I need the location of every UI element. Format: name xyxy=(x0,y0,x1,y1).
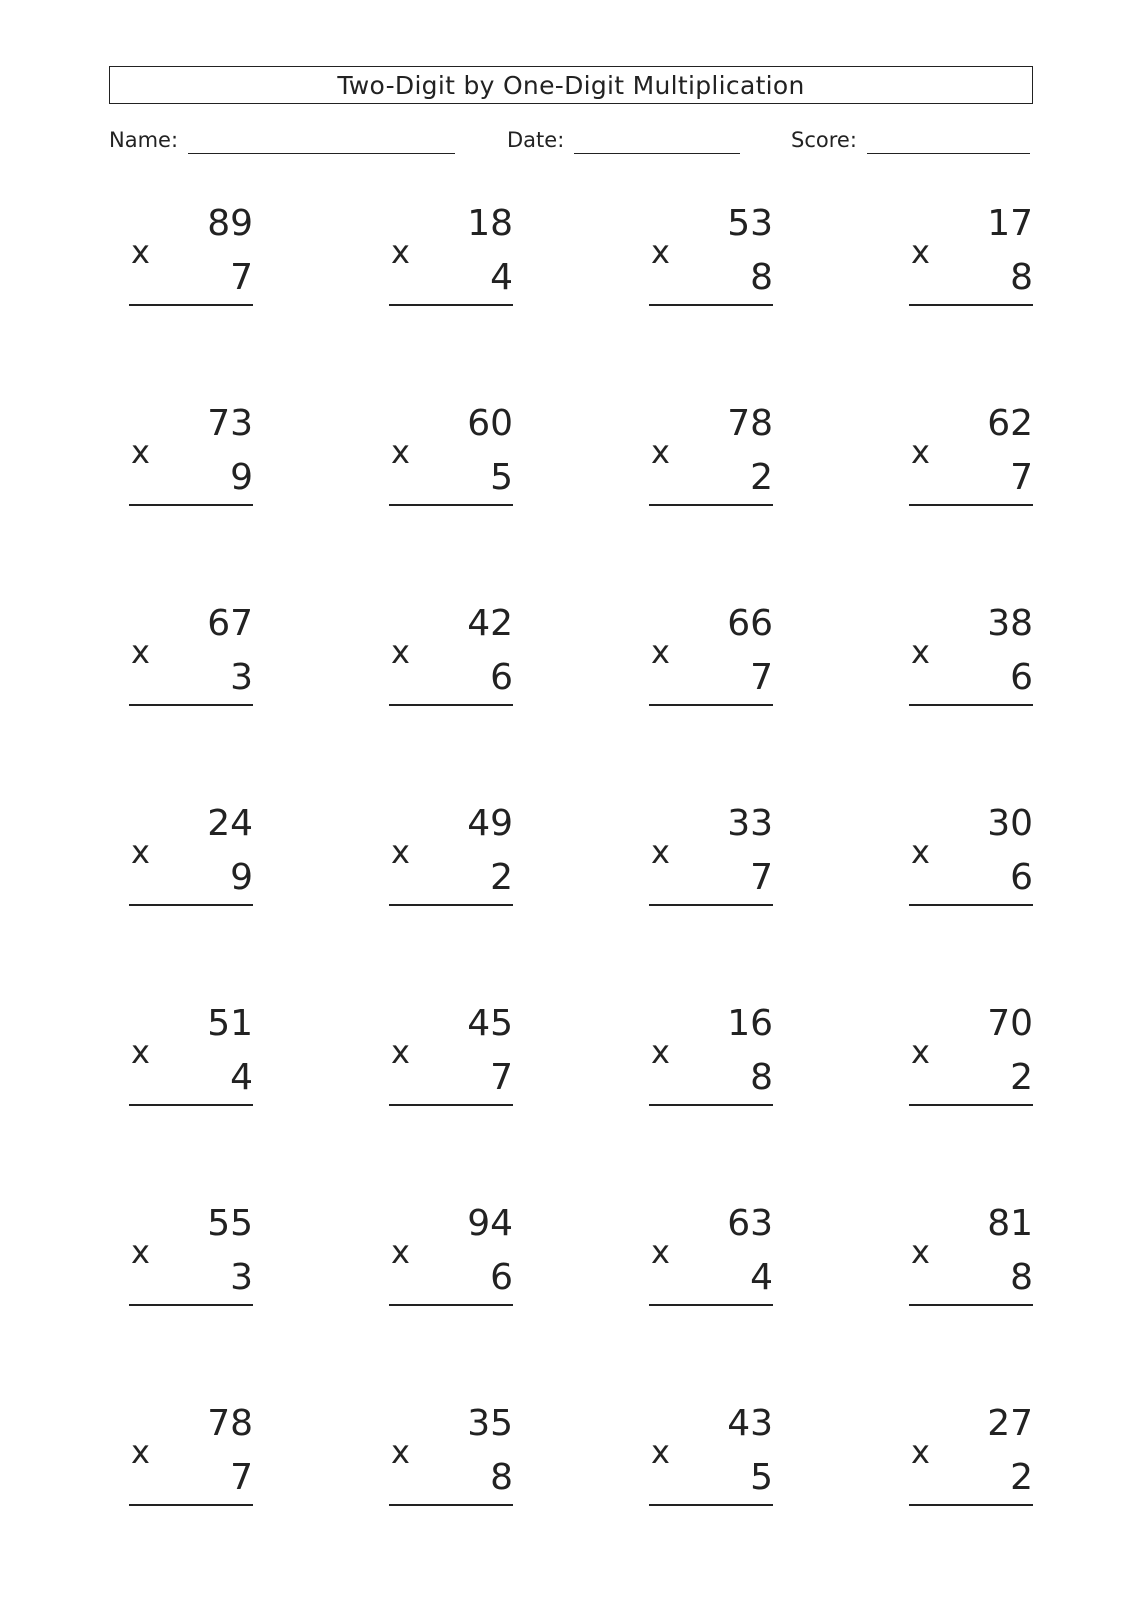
multiplier: 6 xyxy=(490,657,513,698)
multiplier: 3 xyxy=(230,1257,253,1298)
multiply-sign: x xyxy=(391,233,410,271)
multiplicand: 30 xyxy=(987,803,1033,844)
multiply-sign: x xyxy=(391,1433,410,1471)
multiply-sign: x xyxy=(131,1433,150,1471)
answer-line[interactable] xyxy=(649,1104,773,1106)
multiply-sign: x xyxy=(651,833,670,871)
answer-line[interactable] xyxy=(909,904,1033,906)
multiplicand: 78 xyxy=(727,403,773,444)
problem-6-4 xyxy=(909,1202,1033,1312)
answer-line[interactable] xyxy=(389,1504,513,1506)
multiplier: 2 xyxy=(1010,1457,1033,1498)
multiply-sign: x xyxy=(651,1233,670,1271)
answer-line[interactable] xyxy=(909,304,1033,306)
problem-1-1 xyxy=(129,202,253,312)
multiplicand: 24 xyxy=(207,803,253,844)
answer-line[interactable] xyxy=(649,904,773,906)
multiplier: 3 xyxy=(230,657,253,698)
multiplicand: 81 xyxy=(987,1203,1033,1244)
problem-3-4 xyxy=(909,602,1033,712)
answer-line[interactable] xyxy=(389,904,513,906)
score-label: Score: xyxy=(791,128,857,152)
multiplicand: 62 xyxy=(987,403,1033,444)
problem-1-4 xyxy=(909,202,1033,312)
multiplier: 9 xyxy=(230,857,253,898)
problem-5-1 xyxy=(129,1002,253,1112)
multiplier: 8 xyxy=(1010,1257,1033,1298)
multiply-sign: x xyxy=(131,633,150,671)
problem-3-1 xyxy=(129,602,253,712)
problem-1-3 xyxy=(649,202,773,312)
date-label: Date: xyxy=(507,128,565,152)
multiplicand: 38 xyxy=(987,603,1033,644)
multiplicand: 89 xyxy=(207,203,253,244)
multiplicand: 16 xyxy=(727,1003,773,1044)
answer-line[interactable] xyxy=(649,1304,773,1306)
answer-line[interactable] xyxy=(909,704,1033,706)
answer-line[interactable] xyxy=(389,504,513,506)
multiplicand: 43 xyxy=(727,1403,773,1444)
multiplicand: 18 xyxy=(467,203,513,244)
answer-line[interactable] xyxy=(909,1304,1033,1306)
multiplicand: 67 xyxy=(207,603,253,644)
multiplier: 7 xyxy=(750,657,773,698)
problem-3-2 xyxy=(389,602,513,712)
problem-5-4 xyxy=(909,1002,1033,1112)
multiplier: 2 xyxy=(1010,1057,1033,1098)
answer-line[interactable] xyxy=(909,1504,1033,1506)
multiply-sign: x xyxy=(391,1033,410,1071)
multiplicand: 51 xyxy=(207,1003,253,1044)
problem-7-2 xyxy=(389,1402,513,1512)
multiply-sign: x xyxy=(911,833,930,871)
answer-line[interactable] xyxy=(129,1504,253,1506)
answer-line[interactable] xyxy=(389,1304,513,1306)
answer-line[interactable] xyxy=(649,504,773,506)
multiplier: 4 xyxy=(230,1057,253,1098)
multiplicand: 94 xyxy=(467,1203,513,1244)
multiply-sign: x xyxy=(391,1233,410,1271)
multiplier: 6 xyxy=(490,1257,513,1298)
problem-4-4 xyxy=(909,802,1033,912)
worksheet-title: Two-Digit by One-Digit Multiplication xyxy=(109,66,1033,104)
multiplier: 7 xyxy=(750,857,773,898)
multiplier: 7 xyxy=(230,1457,253,1498)
multiplicand: 55 xyxy=(207,1203,253,1244)
problem-2-3 xyxy=(649,402,773,512)
multiplier: 5 xyxy=(750,1457,773,1498)
answer-line[interactable] xyxy=(129,304,253,306)
multiplier: 8 xyxy=(1010,257,1033,298)
answer-line[interactable] xyxy=(129,1104,253,1106)
multiply-sign: x xyxy=(651,1033,670,1071)
multiplicand: 27 xyxy=(987,1403,1033,1444)
multiplier: 8 xyxy=(750,1057,773,1098)
multiplicand: 49 xyxy=(467,803,513,844)
multiplicand: 73 xyxy=(207,403,253,444)
multiply-sign: x xyxy=(651,433,670,471)
multiplier: 4 xyxy=(490,257,513,298)
answer-line[interactable] xyxy=(389,704,513,706)
multiplicand: 53 xyxy=(727,203,773,244)
answer-line[interactable] xyxy=(129,704,253,706)
multiply-sign: x xyxy=(651,1433,670,1471)
multiplier: 7 xyxy=(490,1057,513,1098)
multiply-sign: x xyxy=(911,1233,930,1271)
problem-7-1 xyxy=(129,1402,253,1512)
problem-2-1 xyxy=(129,402,253,512)
multiplicand: 45 xyxy=(467,1003,513,1044)
multiply-sign: x xyxy=(131,1233,150,1271)
problem-5-3 xyxy=(649,1002,773,1112)
multiplier: 6 xyxy=(1010,657,1033,698)
multiply-sign: x xyxy=(131,433,150,471)
multiplicand: 33 xyxy=(727,803,773,844)
problem-7-3 xyxy=(649,1402,773,1512)
problem-4-2 xyxy=(389,802,513,912)
problem-6-2 xyxy=(389,1202,513,1312)
multiply-sign: x xyxy=(911,233,930,271)
problem-2-2 xyxy=(389,402,513,512)
multiplicand: 78 xyxy=(207,1403,253,1444)
name-label: Name: xyxy=(109,128,179,152)
multiplier: 6 xyxy=(1010,857,1033,898)
problem-5-2 xyxy=(389,1002,513,1112)
multiplier: 2 xyxy=(490,857,513,898)
multiply-sign: x xyxy=(131,233,150,271)
multiplicand: 66 xyxy=(727,603,773,644)
multiplicand: 42 xyxy=(467,603,513,644)
multiplicand: 17 xyxy=(987,203,1033,244)
multiplier: 9 xyxy=(230,457,253,498)
multiply-sign: x xyxy=(911,1433,930,1471)
multiply-sign: x xyxy=(651,233,670,271)
answer-line[interactable] xyxy=(649,704,773,706)
multiplicand: 63 xyxy=(727,1203,773,1244)
problem-2-4 xyxy=(909,402,1033,512)
multiplicand: 60 xyxy=(467,403,513,444)
multiplier: 8 xyxy=(490,1457,513,1498)
multiplier: 7 xyxy=(230,257,253,298)
multiply-sign: x xyxy=(911,433,930,471)
multiplicand: 35 xyxy=(467,1403,513,1444)
problem-6-1 xyxy=(129,1202,253,1312)
multiplicand: 70 xyxy=(987,1003,1033,1044)
multiply-sign: x xyxy=(651,633,670,671)
answer-line[interactable] xyxy=(909,1104,1033,1106)
answer-line[interactable] xyxy=(909,504,1033,506)
problem-6-3 xyxy=(649,1202,773,1312)
problem-4-1 xyxy=(129,802,253,912)
multiplier: 8 xyxy=(750,257,773,298)
multiply-sign: x xyxy=(391,633,410,671)
problem-7-4 xyxy=(909,1402,1033,1512)
answer-line[interactable] xyxy=(389,1104,513,1106)
multiply-sign: x xyxy=(131,833,150,871)
answer-line[interactable] xyxy=(129,1304,253,1306)
multiplier: 5 xyxy=(490,457,513,498)
answer-line[interactable] xyxy=(649,1504,773,1506)
answer-line[interactable] xyxy=(129,504,253,506)
problem-3-3 xyxy=(649,602,773,712)
multiplier: 7 xyxy=(1010,457,1033,498)
multiply-sign: x xyxy=(911,1033,930,1071)
multiplier: 4 xyxy=(750,1257,773,1298)
answer-line[interactable] xyxy=(649,304,773,306)
multiply-sign: x xyxy=(391,433,410,471)
problem-1-2 xyxy=(389,202,513,312)
problem-4-3 xyxy=(649,802,773,912)
multiply-sign: x xyxy=(911,633,930,671)
multiply-sign: x xyxy=(131,1033,150,1071)
answer-line[interactable] xyxy=(389,304,513,306)
answer-line[interactable] xyxy=(129,904,253,906)
multiply-sign: x xyxy=(391,833,410,871)
multiplier: 2 xyxy=(750,457,773,498)
